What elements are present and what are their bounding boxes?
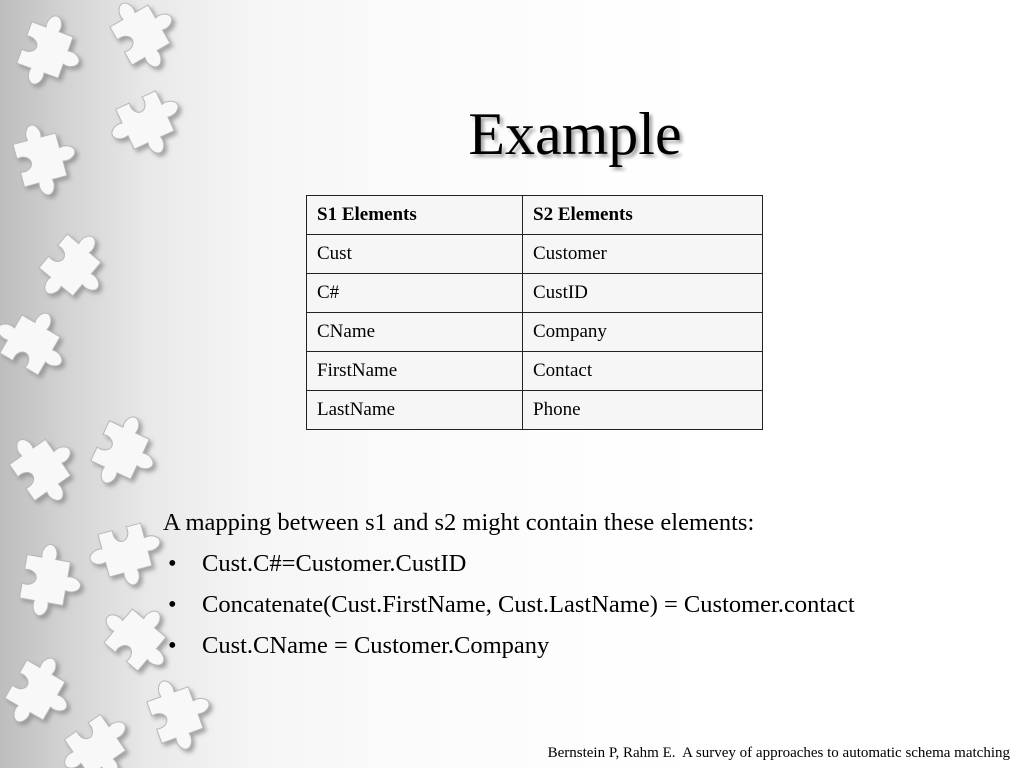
table-cell: Company [523, 313, 763, 352]
bullet-text: Cust.C#=Customer.CustID [202, 550, 467, 577]
puzzle-piece-12 [0, 648, 84, 739]
slide-body [163, 502, 855, 666]
slide-title: Example [468, 101, 682, 167]
puzzle-piece-13 [142, 669, 221, 756]
table-cell: C# [307, 274, 523, 313]
table-row [307, 313, 763, 352]
table-row [307, 352, 763, 391]
bullet-text: Cust.CName = Customer.Company [202, 632, 550, 659]
puzzle-piece-5 [30, 223, 121, 315]
table-cell: Contact [523, 352, 763, 391]
table-cell: LastName [307, 391, 523, 430]
bullet-text: Concatenate(Cust.FirstName, Cust.LastName) = Customer.contact [202, 591, 855, 618]
list-item [163, 584, 855, 625]
puzzle-piece-6 [0, 296, 79, 382]
table-header-cell: S2 Elements [523, 196, 763, 235]
puzzle-piece-2 [103, 0, 189, 77]
list-item [163, 543, 855, 584]
schema-elements-table [306, 195, 763, 430]
table-row [307, 235, 763, 274]
bullet-list [163, 543, 855, 666]
list-item [163, 625, 855, 666]
puzzle-piece-9 [85, 519, 170, 594]
puzzle-piece-7 [85, 408, 168, 498]
citation: Bernstein P, Rahm E. A survey of approaches to automatic schema matching [547, 745, 1010, 761]
bullet-glyph: • [168, 591, 177, 618]
table-cell: Customer [523, 235, 763, 274]
table-cell: Phone [523, 391, 763, 430]
bullet-glyph: • [168, 632, 177, 659]
puzzle-piece-1 [12, 9, 91, 96]
puzzle-piece-10 [17, 541, 87, 622]
intro-text: A mapping between s1 and s2 might contain these elements: [163, 509, 755, 536]
table-header-cell: S1 Elements [307, 196, 523, 235]
table-header-row [307, 196, 763, 235]
puzzle-piece-14 [53, 706, 145, 768]
table-cell: CName [307, 313, 523, 352]
table-cell: CustID [523, 274, 763, 313]
puzzle-piece-8 [1, 420, 90, 512]
table-cell: FirstName [307, 352, 523, 391]
table-cell: Cust [307, 235, 523, 274]
bullet-glyph: • [168, 550, 177, 577]
table-row [307, 391, 763, 430]
table-row [307, 274, 763, 313]
